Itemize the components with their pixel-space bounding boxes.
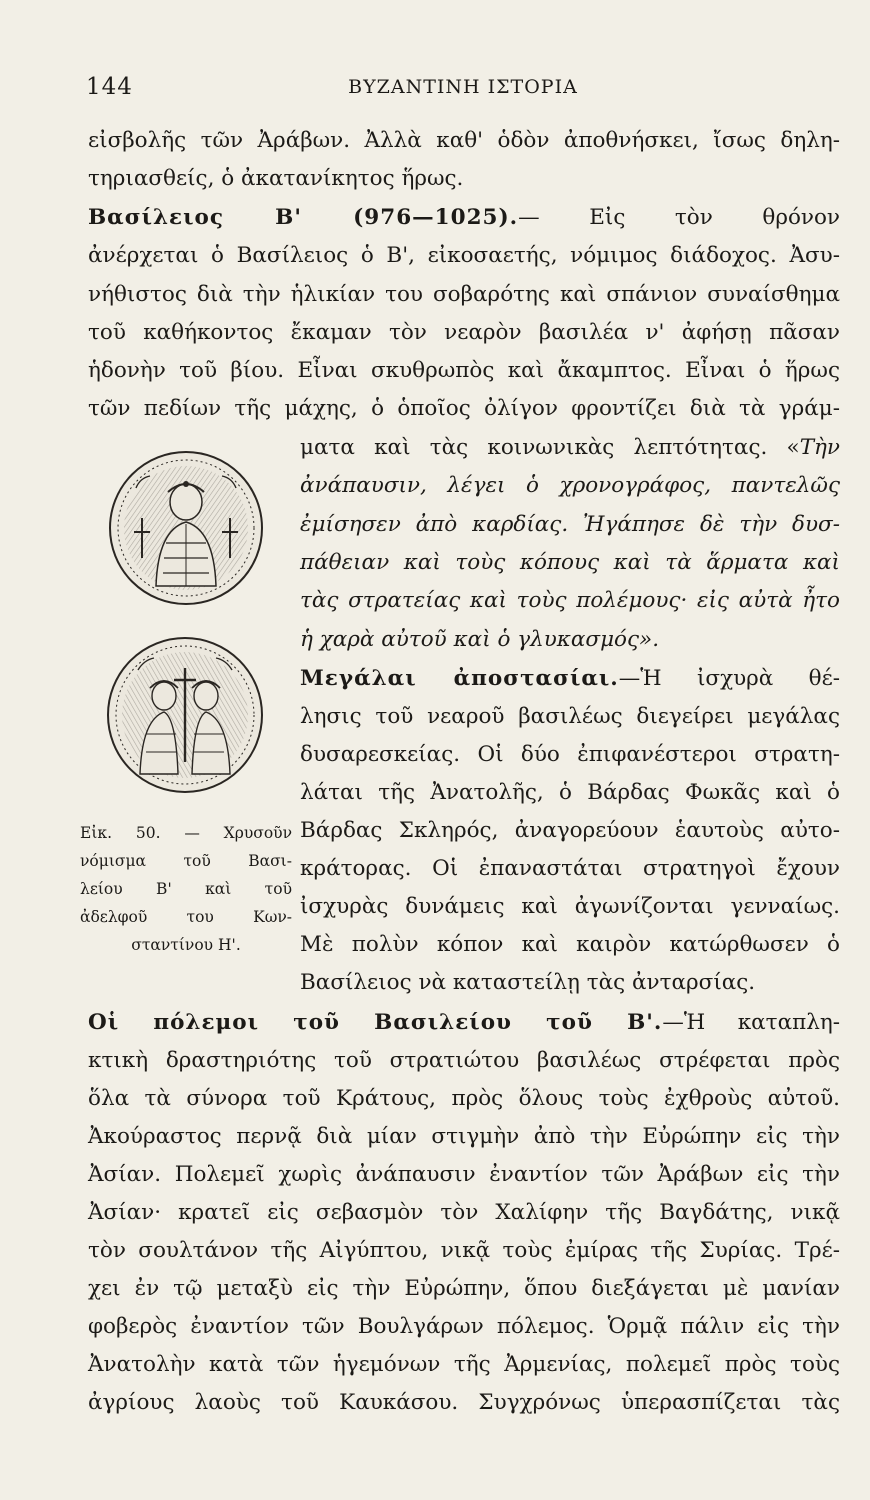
coin-obverse-drawing [106,448,266,608]
text-run: —Ἡ καταπλη- [662,1010,840,1035]
text-line: Ἀκούραστος περνᾷ διὰ μίαν στιγμὴν ἀπὸ τὴν Εὐρώπην εἰς τὴν [88,1124,840,1149]
coin-reverse-drawing [104,634,266,796]
running-title: ΒΥΖΑΝΤΙΝΗ ΙΣΤΟΡΙΑ [348,76,578,98]
page-number: 144 [86,74,133,100]
text-line: Ἀσίαν· κρατεῖ εἰς σεβασμὸν τὸν Χαλίφην τῆς Βαγδάτης, νικᾷ [88,1200,840,1225]
text-line: Μὲ πολὺν κόπον καὶ καιρὸν κατώρθωσεν ὁ [300,932,840,957]
quote-line: πάθειαν καὶ τοὺς κόπους καὶ τὰ ἅρματα καὶ [300,550,840,575]
text-line: δυσαρεσκείας. Οἱ δύο ἐπιφανέστεροι στρατη- [300,742,840,767]
text-line: κτικὴ δραστηριότης τοῦ στρατιώτου βασιλέως στρέφεται πρὸς [88,1048,840,1073]
text-line: κράτορας. Οἱ ἐπαναστάται στρατηγοὶ ἔχουν [300,856,840,881]
text-line: ἡδονὴν τοῦ βίου. Εἶναι σκυθρωπὸς καὶ ἄκαμπτος. Εἶναι ὁ ἥρως [88,358,840,383]
running-head [86,74,840,104]
section-heading-line [88,203,840,233]
text-line: τῶν πεδίων τῆς μάχης, ὁ ὁποῖος ὀλίγον φροντίζει διὰ τὰ γράμ- [88,396,840,421]
text-line: τηριασθείς, ὁ ἀκατανίκητος ἥρως. [88,166,464,191]
text-line: Βάρδας Σκληρός, ἀναγορεύουν ἑαυτοὺς αὐτο- [300,818,840,843]
section-heading-revolts: Μεγάλαι ἀποστασίαι. [300,666,619,691]
text-line: Ἀσίαν. Πολεμεῖ χωρὶς ἀνάπαυσιν ἐναντίον τῶν Ἀράβων εἰς τὴν [88,1162,840,1187]
text-line: ἀγρίους λαοὺς τοῦ Καυκάσου. Συγχρόνως ὑπερασπίζεται τὰς [88,1390,840,1415]
text-line: νήθιστος διὰ τὴν ἡλικίαν του σοβαρότης καὶ σπάνιον συναίσθημα [88,282,840,307]
text-run: ματα καὶ τὰς κοινωνικὰς λεπτότητας. « [300,435,800,460]
text-line: εἰσβολῆς τῶν Ἀράβων. Ἀλλὰ καθ' ὁδὸν ἀποθνήσκει, ἴσως δηλη- [88,128,840,153]
text-line: τὸν σουλτάνον τῆς Αἰγύπτου, νικᾷ τοὺς ἐμίρας τῆς Συρίας. Τρέ- [88,1238,840,1263]
text-line: χει ἐν τῷ μεταξὺ εἰς τὴν Εὐρώπην, ὅπου διεξάγεται μὲ μανίαν [88,1276,840,1301]
caption-line: νόμισμα τοῦ Βασι- [80,852,292,870]
text-run: —Ἡ ἰσχυρὰ θέ- [618,666,840,691]
text-line: Ἀνατολὴν κατὰ τῶν ἡγεμόνων τῆς Ἀρμενίας, πολεμεῖ πρὸς τοὺς [88,1352,840,1377]
quote-line: τὰς στρατείας καὶ τοὺς πολέμους· εἰς αὐτὰ ἦτο [300,588,840,613]
text-line: ἰσχυρὰς δυνάμεις καὶ ἀγωνίζονται γενναίως. [300,894,840,919]
caption-line: σταντίνου Η'. [131,936,241,954]
text-line: φοβερὸς ἐναντίον τῶν Βουλγάρων πόλεμος. Ὁρμᾷ πάλιν εἰς τὴν [88,1314,840,1339]
quote-line: ἀνάπαυσιν, λέγει ὁ χρονογράφος, παντελῶς [300,473,840,498]
text-line: λησις τοῦ νεαροῦ βασιλέως διεγείρει μεγάλας [300,704,840,729]
text-line: ὅλα τὰ σύνορα τοῦ Κράτους, πρὸς ὅλους τοὺς ἐχθροὺς αὐτοῦ. [88,1086,840,1111]
text-line: Βασίλειος νὰ καταστείλῃ τὰς ἀνταρσίας. [300,970,756,995]
section-heading-line [300,664,840,694]
text-line: τοῦ καθήκοντος ἔκαμαν τὸν νεαρὸν βασιλέα ν' ἀφήσῃ πᾶσαν [88,320,840,345]
coin-obverse-image [106,448,266,608]
section-heading-wars: Οἱ πόλεμοι τοῦ Βασιλείου τοῦ Β'. [88,1010,663,1035]
quote-line: ἐμίσησεν ἀπὸ καρδίας. Ἠγάπησε δὲ τὴν δυσ- [300,512,840,537]
section-heading-line [88,1008,840,1038]
text-line: ἀνέρχεται ὁ Βασίλειος ὁ Β', εἰκοσαετής, νόμιμος διάδοχος. Ἀσυ- [88,243,840,268]
caption-line: Εἰκ. 50. — Χρυσοῦν [80,824,292,842]
text-run: — Εἰς τὸν θρόνον [518,205,840,230]
caption-line: ἀδελφοῦ του Κων- [80,908,292,926]
section-heading-basil: Βασίλειος Β' (976—1025). [88,205,519,230]
text-line: λάται τῆς Ἀνατολῆς, ὁ Βάρδας Φωκᾶς καὶ ὁ [300,780,840,805]
coin-reverse-image [104,634,266,796]
caption-line: λείου Β' καὶ τοῦ [80,880,292,898]
quote-line: ἡ χαρὰ αὐτοῦ καὶ ὁ γλυκασμός». [300,627,660,652]
text-line [300,433,840,463]
quote-run: Τὴν [799,435,840,460]
